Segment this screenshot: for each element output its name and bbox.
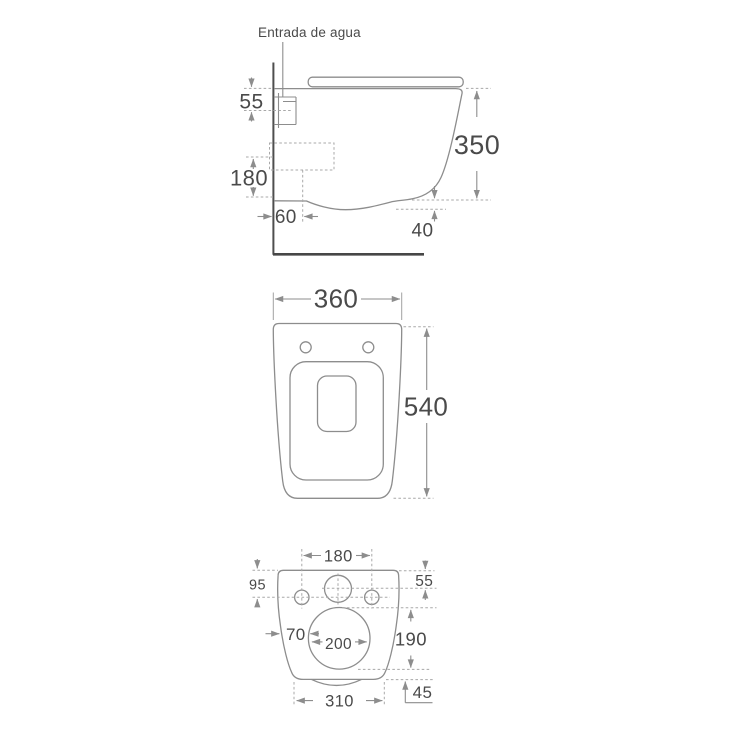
dim-text-cistern-height: 180	[230, 165, 268, 191]
dim-text-inlet-height: 55	[239, 90, 264, 114]
dim-text-rim-offset: 45	[412, 683, 433, 702]
dim-text-width: 360	[313, 283, 359, 314]
dim-text-edge-to-outlet: 70	[285, 624, 306, 644]
dim-text-top-to-bolts: 95	[249, 577, 266, 594]
dim-text-bolt-spacing: 180	[323, 547, 353, 566]
dim-text-outlet-offset: 60	[274, 207, 297, 228]
dim-text-depth: 540	[403, 391, 449, 422]
dim-text-top-to-inlet: 55	[415, 573, 434, 590]
dim-text-outlet-extent: 190	[394, 628, 427, 650]
dim-text-bottom-gap: 40	[411, 220, 434, 242]
label-water-inlet: Entrada de agua	[258, 25, 361, 40]
dim-text-base-width: 310	[325, 692, 354, 711]
dim-text-outlet-diameter: 200	[324, 635, 353, 653]
dim-text-total-height: 350	[453, 130, 501, 160]
